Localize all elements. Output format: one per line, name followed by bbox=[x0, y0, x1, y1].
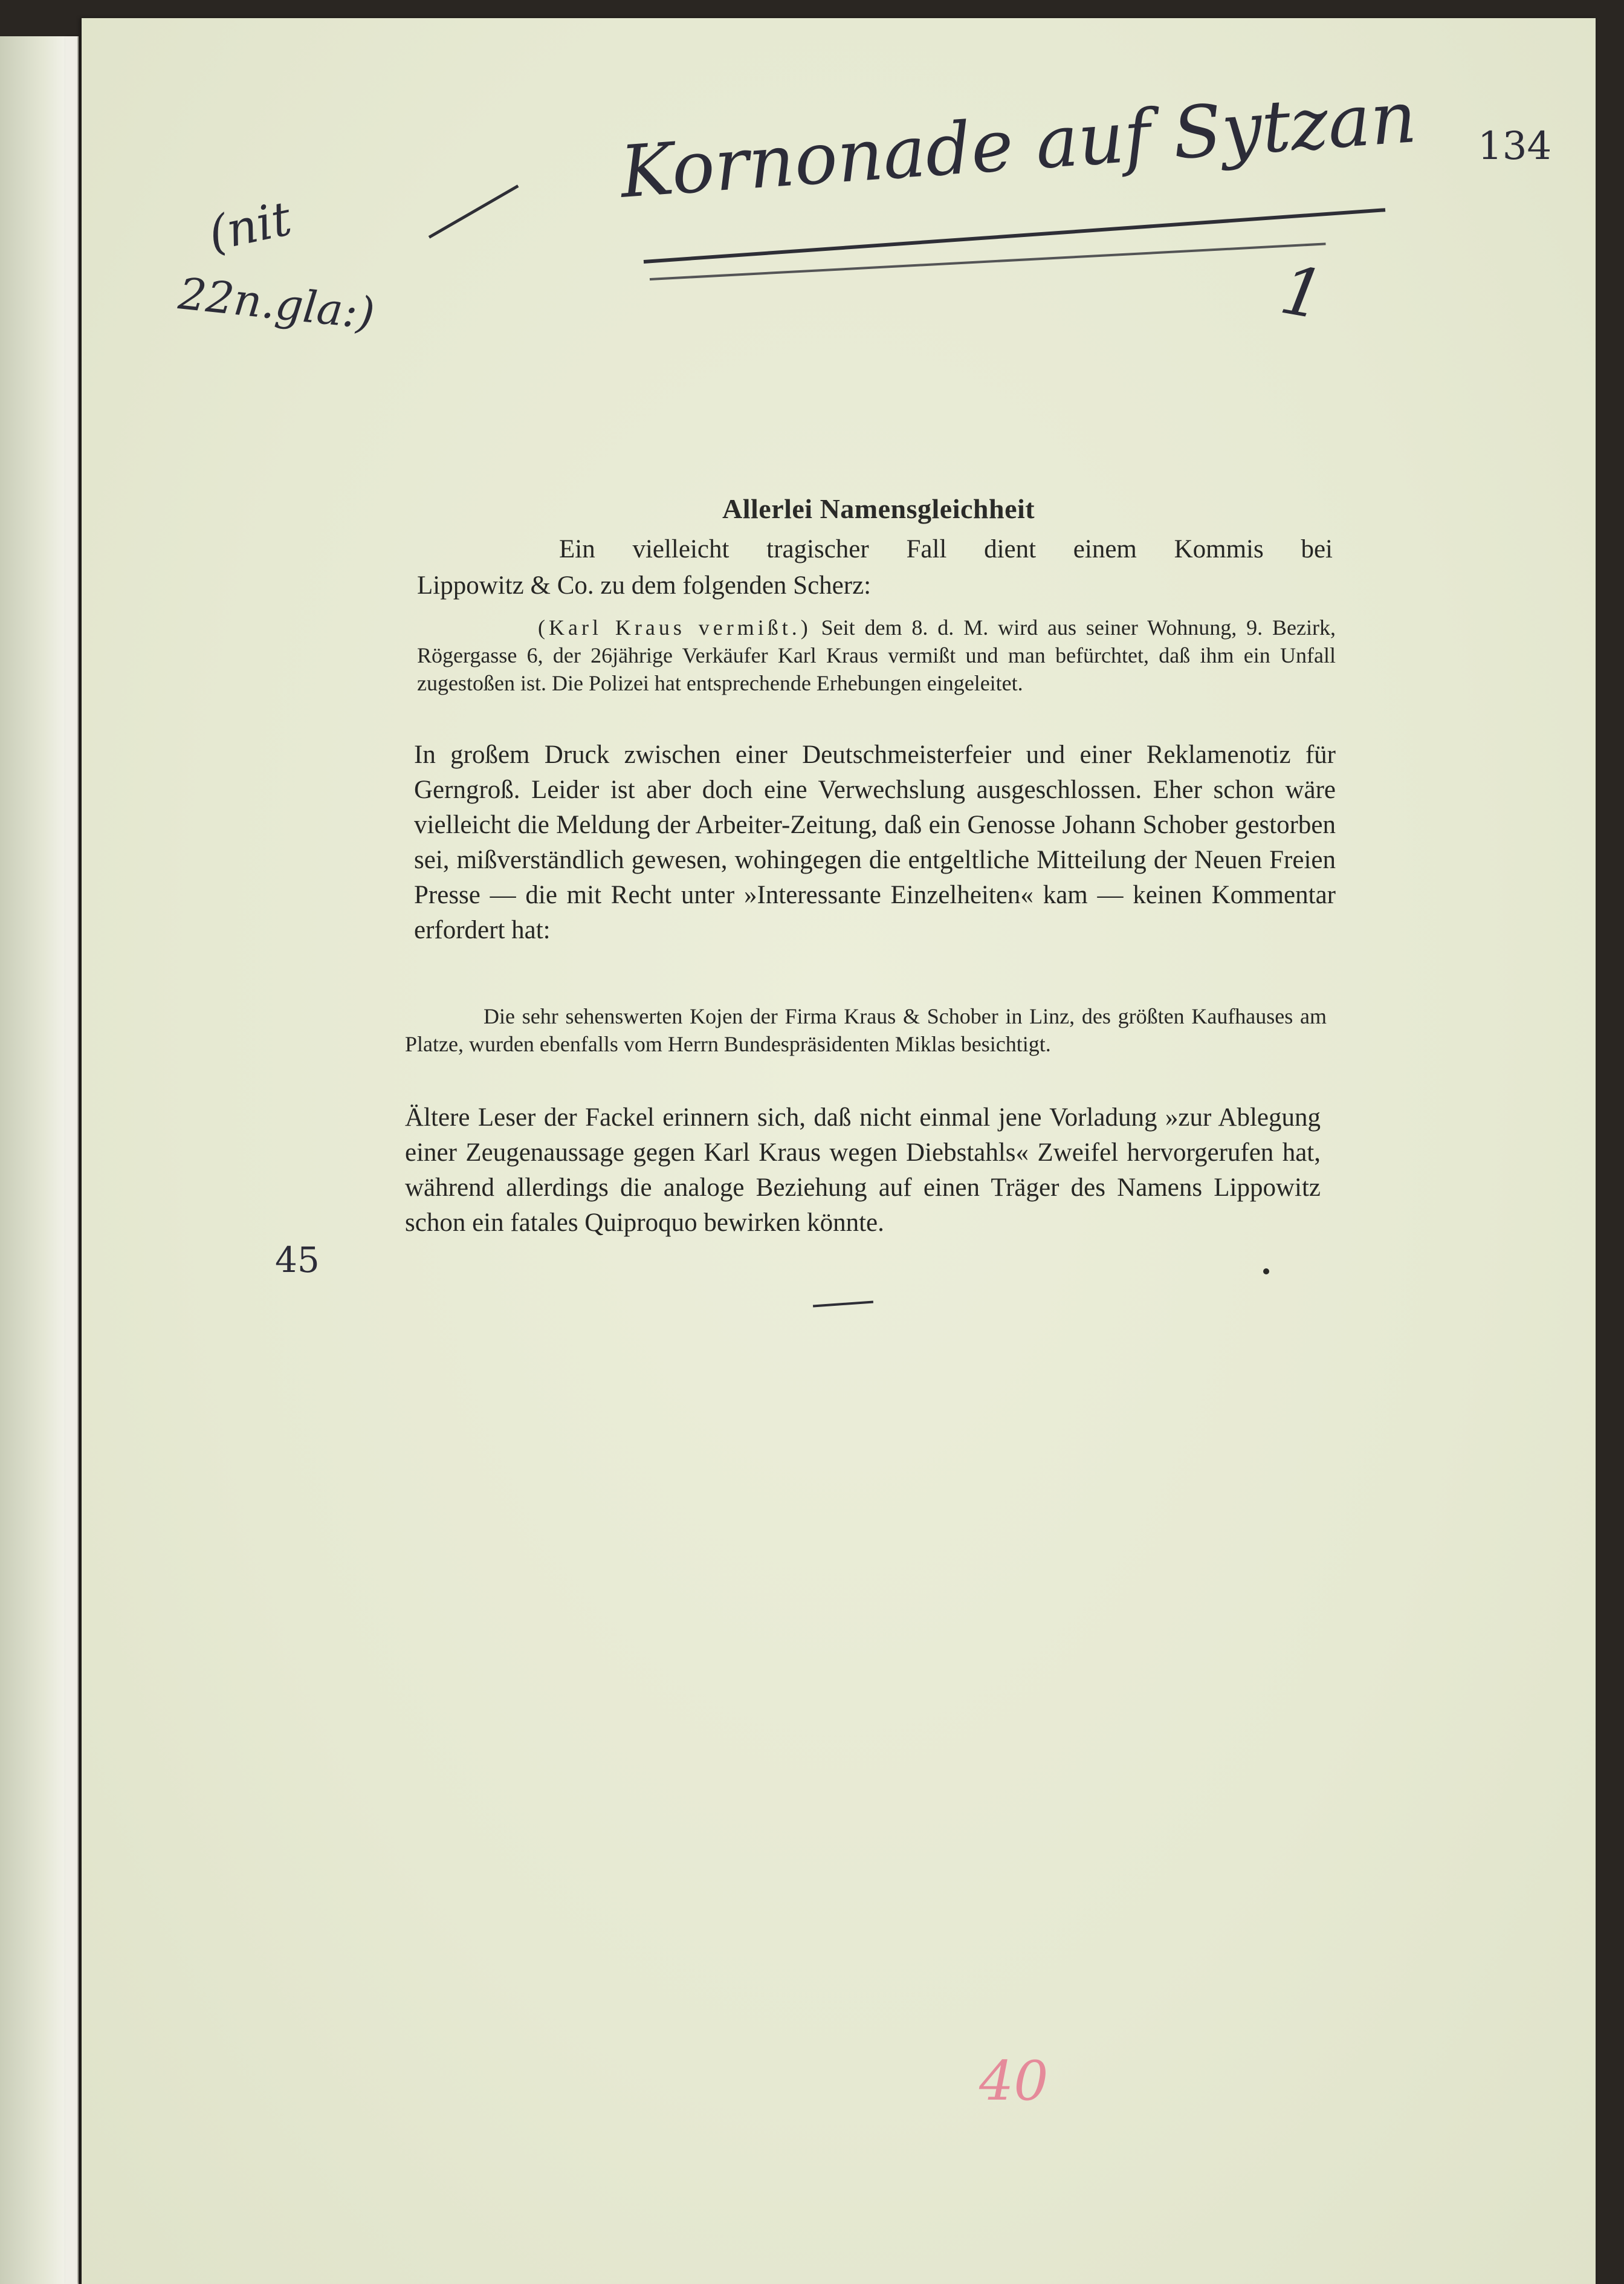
document-page bbox=[82, 18, 1596, 2284]
red-pencil-number: 40 bbox=[979, 2049, 1049, 2113]
title-underline-stroke-2 bbox=[650, 242, 1326, 281]
quote-block-1 bbox=[417, 614, 1336, 697]
paragraph-3: Ältere Leser der Fackel erinnern sich, daß nicht einmal jene Vorladung »zur Ablegung einer Zeugenaussage gegen Karl Kraus wegen Diebstahls« Zweifel hervorgerufen hat, während allerdings die analoge Beziehung auf einen Träger des Namens Lippowitz schon ein fatales Quiproquo bewirken könnte. bbox=[405, 1103, 1321, 1237]
previous-page-edge bbox=[65, 36, 77, 2284]
title-underline-stroke bbox=[644, 208, 1385, 264]
paragraph-2: In großem Druck zwischen einer Deutschmeisterfeier und einer Reklamenotiz für Gerngroß. Leider ist aber doch eine Verwechslung ausgeschlossen. Eher schon wäre vielleicht die Meldung der Arbeiter-Zeitung, daß ein Genosse Johann Schober gestorben sei, mißverständlich gewesen, wohingegen die entgeltliche Mitteilung der Neuen Freien Presse — die mit Recht unter »Interessante Einzelheiten« kam — keinen Kommentar erfordert hat: bbox=[414, 741, 1336, 944]
dash-stroke bbox=[429, 184, 519, 238]
quote-1-lead: (Karl Kraus vermißt.) bbox=[538, 615, 812, 640]
ink-dot bbox=[1263, 1268, 1269, 1274]
article-title: Allerlei Namensgleichheit bbox=[722, 493, 1035, 524]
margin-number: 45 bbox=[275, 1239, 320, 1280]
intro-line-1: Ein vielleicht tragischer Fall dient einem Kommis bei bbox=[559, 535, 1333, 563]
margin-note-line2: 22n.gla:) bbox=[176, 268, 377, 339]
end-dash bbox=[813, 1301, 873, 1308]
page-number: 134 bbox=[1478, 124, 1552, 169]
margin-note-line1: (nit bbox=[204, 191, 296, 262]
intro-line-2: Lippowitz & Co. zu dem folgenden Scherz: bbox=[417, 571, 872, 600]
quote-block-2: Die sehr sehenswerten Kojen der Firma Kraus & Schober in Linz, des größten Kaufhauses am Platze, wurden ebenfalls vom Herrn Bundespräsidenten Miklas besichtigt. bbox=[405, 1004, 1327, 1056]
numeral-one: 1 bbox=[1275, 250, 1330, 335]
quote-1-body: Seit dem 8. d. M. wird aus seiner Wohnung, 9. Bezirk, Rögergasse 6, der 26jährige Verkäufer Karl Kraus vermißt und man befürchtet, daß ihm ein Unfall zugestoßen ist. Die Polizei hat entsprechende Erhebungen eingeleitet. bbox=[417, 615, 1336, 695]
handwritten-title: Kornonade auf Sytzan bbox=[617, 75, 1419, 214]
